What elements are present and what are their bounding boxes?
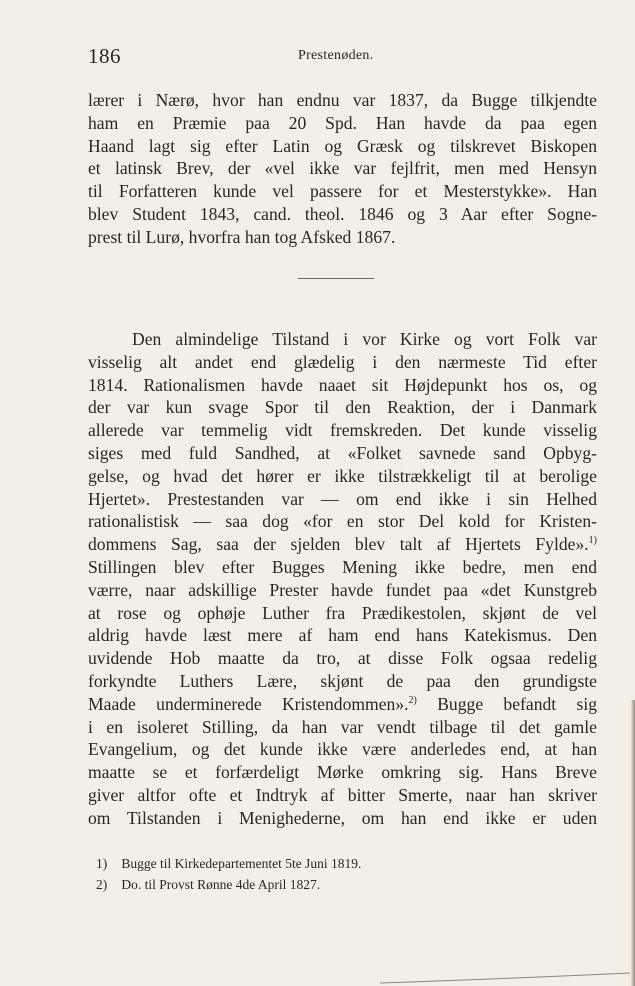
- text-line: lærer i Nærø, hvor han endnu var 1837, da Bugge tilkjendte: [88, 90, 597, 110]
- text-line: forkyndte Luthers Lære, skjønt de paa den grundigste: [88, 670, 597, 691]
- text-segment: Bugge befandt sig: [416, 693, 598, 714]
- text-line-with-ref: [88, 693, 597, 716]
- text-line: gelse, og hvad det hører er ikke tilstrækkeligt til at berolige: [88, 465, 597, 486]
- page-header: [88, 44, 598, 74]
- page-curl-shadow: [380, 965, 635, 985]
- text-line: Den almindelige Tilstand i vor Kirke og vort Folk var: [132, 329, 597, 349]
- text-line: visselig alt andet end glædelig i den nærmeste Tid efter: [88, 351, 597, 372]
- text-line-with-ref: [88, 533, 597, 556]
- text-line: i en isoleret Stilling, da han var vendt tilbage til det gamle: [88, 716, 597, 737]
- paragraph-2: [88, 328, 597, 830]
- text-line: til Forfatteren kunde vel passere for et Mesterstykke». Han: [88, 181, 597, 202]
- page-number: 186: [88, 44, 121, 68]
- paragraph-1: [88, 89, 597, 249]
- text-line: et latinsk Brev, der «vel ikke var fejlfrit, men med Hensyn: [88, 158, 597, 179]
- text-line: 1814. Rationalismen havde naaet sit Højdepunkt hos os, og: [88, 374, 597, 395]
- text-line: om Tilstanden i Menighederne, om han end ikke er uden: [88, 807, 597, 828]
- footnote-ref-2: 2): [408, 694, 417, 706]
- text-line: rationalistisk — saa dog «for en stor Del kold for Kristen-: [88, 511, 597, 532]
- text-line: giver altfor ofte et Indtryk af bitter Smerte, naar han skriver: [88, 784, 597, 805]
- footnote-ref-1: 1): [588, 535, 597, 547]
- text-line: ham en Præmie paa 20 Spd. Han havde da paa egen: [88, 112, 597, 133]
- text-segment: dommens Sag, saa der sjelden blev talt af Hjertets Fylde».: [88, 534, 589, 555]
- page-edge-shadow: [631, 700, 635, 986]
- footnote-mark: 2): [96, 877, 108, 892]
- text-line: siges med fuld Sandhed, at «Folket savnede sand Opbyg-: [88, 442, 597, 463]
- footnote-mark: 1): [96, 856, 108, 871]
- footnote-2: [96, 874, 361, 895]
- footnote-1: [96, 853, 361, 874]
- text-line: blev Student 1843, cand. theol. 1846 og 3 Aar efter Sogne-: [88, 203, 597, 224]
- text-line: der var kun svage Spor til den Reaktion, der i Danmark: [88, 397, 597, 418]
- text-line: værre, naar adskillige Prester havde fundet paa «det Kunstgreb: [88, 579, 597, 600]
- section-divider: [298, 278, 374, 279]
- footnotes: [96, 853, 361, 895]
- text-line: aldrig havde læst mere af ham end hans Katekismus. Den: [88, 625, 597, 646]
- text-line: Evangelium, og det kunde ikke være anderledes end, at han: [88, 739, 597, 760]
- footnote-text: Do. til Provst Rønne 4de April 1827.: [121, 877, 321, 892]
- text-line: Stillingen blev efter Bugges Mening ikke bedre, men end: [88, 556, 597, 577]
- text-line: allerede var temmelig vidt fremskreden. Det kunde visselig: [88, 420, 597, 441]
- text-line: Hjertet». Prestestanden var — om end ikke i sin Helhed: [88, 488, 597, 509]
- text-line: at rose og ophøje Luther fra Prædikestolen, skjønt de vel: [88, 602, 597, 623]
- text-line: prest til Lurø, hvorfra han tog Afsked 1867.: [88, 226, 396, 247]
- text-line: uvidende Hob maatte da tro, at disse Folk ogsaa redelig: [88, 648, 597, 669]
- text-segment: Maade underminerede Kristendommen».: [88, 693, 409, 714]
- text-line: Haand lagt sig efter Latin og Græsk og tilskrevet Biskopen: [88, 135, 597, 156]
- running-head: Prestenøden.: [298, 48, 374, 63]
- text-line: maatte se et forfærdeligt Mørke omkring sig. Hans Breve: [88, 762, 597, 783]
- footnote-text: Bugge til Kirkedepartementet 5te Juni 1819.: [121, 856, 362, 871]
